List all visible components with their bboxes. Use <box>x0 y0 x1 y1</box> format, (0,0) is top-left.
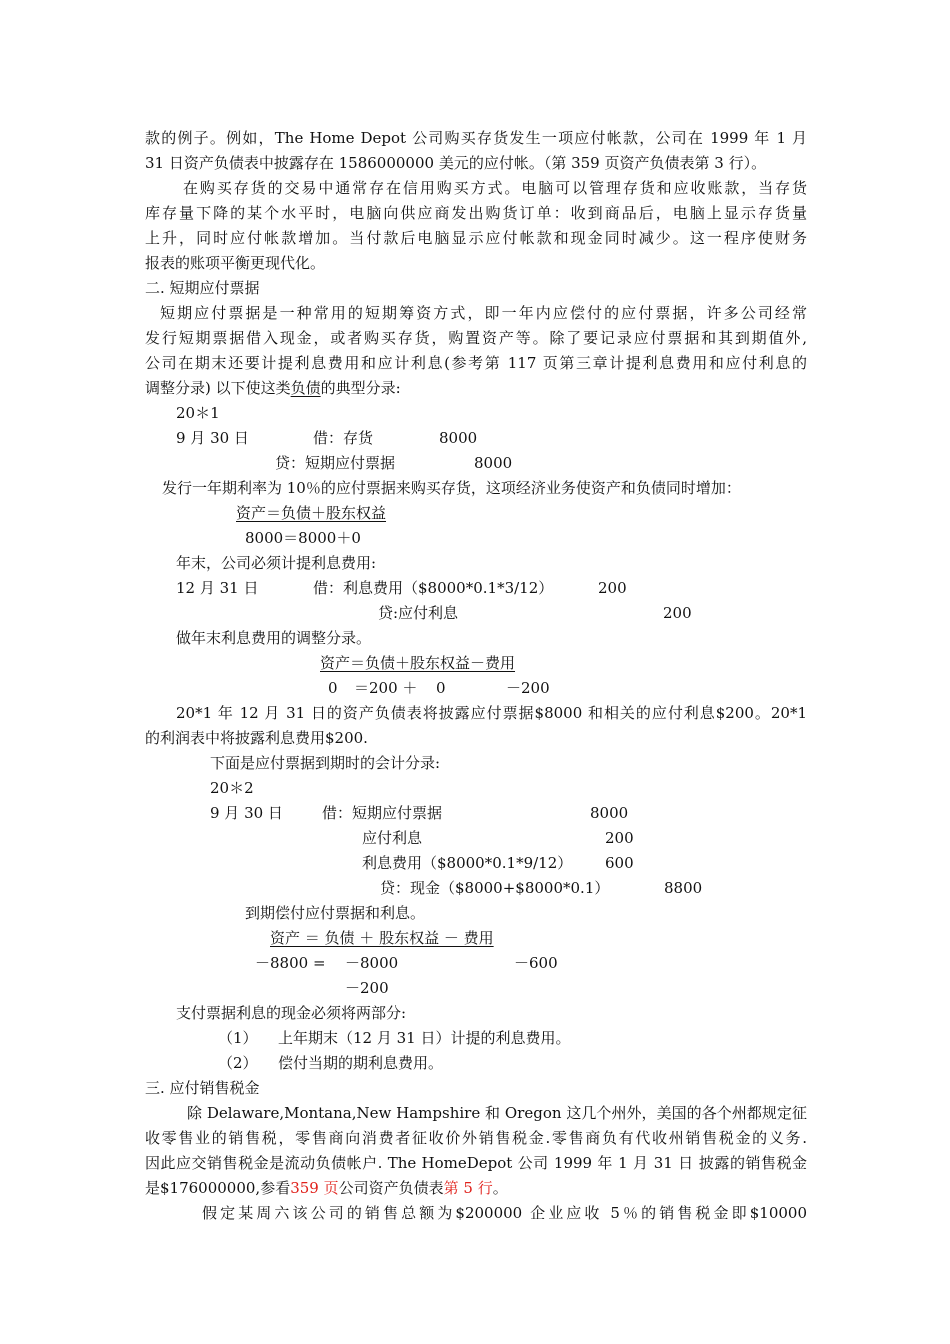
debit-amount: 600 <box>605 854 634 872</box>
text-line: 年末，公司必须计提利息费用: <box>176 554 377 572</box>
equation-value: ＝200 ＋ <box>354 679 418 697</box>
text-line: 上升，同时应付帐款增加。当付款后电脑显示应付帐款和现金同时减少。这一程序使财务 <box>145 229 807 247</box>
credit-account: 贷：短期应付票据 <box>275 454 396 472</box>
credit-amount: 8000 <box>474 454 513 472</box>
debit-account: 借：利息费用（$8000*0.1*3/12） <box>313 579 554 597</box>
text-line: 31 日资产负债表中披露存在 1586000000 美元的应付帐。（第 359 页资产负债表第 3 行）。 <box>145 154 767 172</box>
text-line: 在购买存货的交易中通常存在信用购买方式。电脑可以管理存货和应收账款，当存货 <box>183 179 807 197</box>
entry-date: 12 月 31 日 <box>176 579 259 597</box>
text-line: 报表的账项平衡更现代化。 <box>145 254 326 272</box>
text-line: 款的例子。例如，The Home Depot 公司购买存货发生一项应付帐款，公司在 1999 年 1 月 <box>145 129 807 147</box>
equation-value: 0 <box>328 679 338 697</box>
debit-account: 应付利息 <box>362 829 423 847</box>
credit-account: 贷：现金（$8000+$8000*0.1） <box>380 879 610 897</box>
debit-amount: 200 <box>598 579 627 597</box>
text-line <box>145 1177 508 1199</box>
debit-amount: 8000 <box>439 429 478 447</box>
text-line: 20*1 年 12 月 31 日的资产负债表将披露应付票据$8000 和相关的应付利息$200。20*1 <box>176 704 807 722</box>
credit-amount: 8800 <box>664 879 703 897</box>
equation-values: 8000＝8000＋0 <box>245 529 361 547</box>
list-number: （1） <box>218 1029 258 1047</box>
text-span: 公司资产负债表 <box>338 1179 444 1197</box>
equation-value: －8000 <box>345 954 399 972</box>
debit-amount: 8000 <box>590 804 629 822</box>
text-line: 因此应交销售税金是流动负债帐户. The HomeDepot 公司 1999 年 1 月 31 日 披露的销售税金 <box>145 1154 807 1172</box>
text-line: 支付票据利息的现金必须将两部分: <box>176 1004 407 1022</box>
text-line: 做年末利息费用的调整分录。 <box>176 629 372 647</box>
debit-amount: 200 <box>605 829 634 847</box>
debit-account: 利息费用（$8000*0.1*9/12） <box>362 854 573 872</box>
equation-value: －8800 = <box>255 954 326 972</box>
text-line: 下面是应付票据到期时的会计分录: <box>210 754 441 772</box>
entry-date: 9 月 30 日 <box>176 429 249 447</box>
text-line: 发行短期票据借入现金，或者购买存货，购置资产等。除了要记录应付票据和其到期值外, <box>145 329 807 347</box>
text-span: 。 <box>492 1179 508 1197</box>
credit-amount: 200 <box>663 604 692 622</box>
row-reference-link[interactable]: 第 5 行 <box>443 1179 493 1197</box>
equation-value: －200 <box>345 979 389 997</box>
page-reference-link[interactable]: 359 页 <box>290 1179 339 1197</box>
text-span: 的典型分录: <box>320 379 401 397</box>
entry-year: 20＊1 <box>176 404 220 422</box>
text-line: 收零售业的销售税，零售商向消费者征收价外销售税金.零售商负有代收州销售税金的义务. <box>145 1129 807 1147</box>
liability-link[interactable]: 负债 <box>290 379 321 397</box>
list-number: （2） <box>218 1054 258 1072</box>
text-line <box>145 377 401 399</box>
debit-account: 借：存货 <box>313 429 374 447</box>
section-heading: 三. 应付销售税金 <box>145 1079 260 1097</box>
text-line: 公司在期末还要计提利息费用和应计利息(参考第 117 页第三章计提利息费用和应付利息的 <box>145 354 807 372</box>
debit-account: 借：短期应付票据 <box>322 804 443 822</box>
text-span: 是$176000000,参看 <box>145 1179 291 1197</box>
text-line: 到期偿付应付票据和利息。 <box>245 904 426 922</box>
entry-date: 9 月 30 日 <box>210 804 283 822</box>
equation-value: －200 <box>506 679 550 697</box>
text-line: 库存量下降的某个水平时，电脑向供应商发出购货订单：收到商品后，电脑上显示存货量 <box>145 204 807 222</box>
equation-label: 资产＝负债＋股东权益－费用 <box>320 654 516 672</box>
equation-label: 资产 ＝ 负债 ＋ 股东权益 － 费用 <box>270 929 494 947</box>
text-line: 的利润表中将披露利息费用$200. <box>145 729 368 747</box>
text-line: 假定某周六该公司的销售总额为$200000 企业应收 5％的销售税金即$10000 <box>202 1204 807 1222</box>
equation-label: 资产＝负债＋股东权益 <box>236 504 387 522</box>
text-span: 调整分录) 以下使这类 <box>145 379 291 397</box>
equation-value: －600 <box>514 954 558 972</box>
text-line: 除 Delaware,Montana,New Hampshire 和 Oregon 这几个州外，美国的各个州都规定征 <box>187 1104 807 1122</box>
credit-account: 贷:应付利息 <box>378 604 459 622</box>
list-item: 上年期末（12 月 31 日）计提的利息费用。 <box>278 1029 571 1047</box>
list-item: 偿付当期的期利息费用。 <box>278 1054 444 1072</box>
text-line: 短期应付票据是一种常用的短期筹资方式，即一年内应偿付的应付票据，许多公司经常 <box>160 304 807 322</box>
section-heading: 二. 短期应付票据 <box>145 279 260 297</box>
entry-year: 20＊2 <box>210 779 254 797</box>
equation-value: 0 <box>436 679 446 697</box>
text-line: 发行一年期利率为 10％的应付票据来购买存货，这项经济业务使资产和负债同时增加： <box>162 479 741 497</box>
